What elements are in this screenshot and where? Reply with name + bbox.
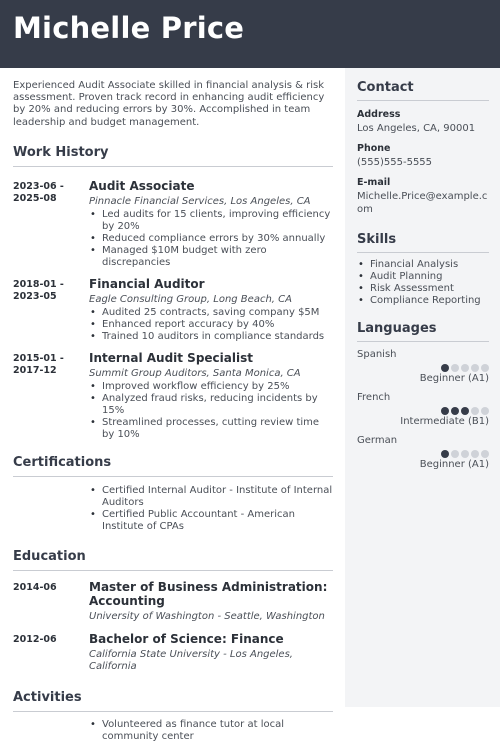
email-value: Michelle.Price@example.com — [357, 191, 488, 215]
job-bullet: • Analyzed fraud risks, reducing incidents by 15% — [89, 393, 333, 417]
job-bullet: • Reduced compliance errors by 30% annually — [89, 233, 333, 245]
job-entry — [13, 351, 333, 441]
language-item — [357, 349, 489, 384]
rating-dot-filled — [441, 450, 449, 458]
email-label: E-mail — [357, 177, 391, 188]
rating-dot-filled — [461, 407, 469, 415]
job-title: Internal Audit Specialist — [89, 350, 253, 365]
school-name: California State University - Los Angeles, California — [89, 648, 293, 672]
language-rating — [357, 364, 489, 372]
rating-dot-empty — [481, 364, 489, 372]
address-value: Los Angeles, CA, 90001 — [357, 123, 476, 134]
job-entry — [13, 179, 333, 269]
activities-title: Activities — [13, 690, 333, 712]
languages-section — [357, 321, 489, 470]
phone-value: (555)555-5555 — [357, 157, 433, 168]
main-column — [13, 80, 333, 743]
rating-dot-empty — [451, 364, 459, 372]
language-level: Beginner (A1) — [419, 459, 489, 470]
job-bullet: • Streamlined processes, cutting review time by 10% — [89, 417, 333, 441]
school-name: University of Washington - Seattle, Washington — [89, 610, 325, 622]
certifications-title: Certifications — [13, 455, 333, 477]
certifications-section — [13, 455, 333, 533]
rating-dot-empty — [481, 450, 489, 458]
languages-title: Languages — [357, 321, 489, 342]
job-title: Financial Auditor — [89, 276, 205, 291]
activity-item: • Volunteered as finance tutor at local community center — [89, 719, 333, 743]
rating-dot-empty — [461, 450, 469, 458]
education-entry — [13, 632, 333, 673]
rating-dot-empty — [471, 450, 479, 458]
rating-dot-filled — [441, 407, 449, 415]
skill-item: • Financial Analysis — [357, 259, 489, 271]
contact-section — [357, 80, 489, 216]
job-bullet: • Trained 10 auditors in compliance standards — [89, 331, 333, 343]
rating-dot-empty — [451, 450, 459, 458]
rating-dot-empty — [471, 407, 479, 415]
degree-title: Bachelor of Science: Finance — [89, 631, 284, 646]
skill-item: • Risk Assessment — [357, 283, 489, 295]
job-dates: 2018-01 - 2023-05 — [13, 278, 64, 302]
language-level: Intermediate (B1) — [400, 416, 489, 427]
job-dates: 2023-06 - 2025-08 — [13, 180, 64, 204]
phone-label: Phone — [357, 143, 391, 154]
address-label: Address — [357, 109, 401, 120]
language-level: Beginner (A1) — [419, 373, 489, 384]
rating-dot-filled — [441, 364, 449, 372]
education-section — [13, 549, 333, 673]
job-bullet: • Led audits for 15 clients, improving efficiency by 20% — [89, 209, 333, 233]
work-history-title: Work History — [13, 145, 333, 167]
job-company: Pinnacle Financial Services, Los Angeles, CA — [89, 195, 311, 207]
language-item — [357, 435, 489, 470]
education-entry — [13, 580, 333, 623]
certification-item: • Certified Public Accountant - American Institute of CPAs — [89, 509, 333, 533]
job-title: Audit Associate — [89, 178, 195, 193]
header-band — [0, 0, 500, 68]
job-bullet: • Improved workflow efficiency by 25% — [89, 381, 333, 393]
job-bullet: • Audited 25 contracts, saving company $5M — [89, 307, 333, 319]
sidebar-content — [357, 80, 489, 470]
activities-section — [13, 690, 333, 743]
language-name: French — [357, 392, 391, 403]
degree-title: Master of Business Administration: Accounting — [89, 579, 328, 608]
education-date: 2014-06 — [13, 581, 57, 593]
skill-item: • Audit Planning — [357, 271, 489, 283]
candidate-name: Michelle Price — [13, 11, 245, 45]
skill-item: • Compliance Reporting — [357, 295, 489, 307]
language-item — [357, 392, 489, 427]
language-name: Spanish — [357, 349, 397, 360]
rating-dot-empty — [471, 364, 479, 372]
language-rating — [357, 450, 489, 458]
language-name: German — [357, 435, 398, 446]
skills-title: Skills — [357, 232, 489, 253]
job-company: Eagle Consulting Group, Long Beach, CA — [89, 293, 292, 305]
professional-summary: Experienced Audit Associate skilled in financial analysis & risk assessment. Proven track record in enhancing audit efficiency by 20% and reducing errors by 30%. Accomplished in team leadership and budget management. — [13, 80, 325, 128]
rating-dot-empty — [481, 407, 489, 415]
rating-dot-empty — [461, 364, 469, 372]
education-date: 2012-06 — [13, 633, 57, 645]
language-rating — [357, 407, 489, 415]
job-dates: 2015-01 - 2017-12 — [13, 352, 64, 376]
job-bullet: • Managed $10M budget with zero discrepancies — [89, 245, 333, 269]
education-title: Education — [13, 549, 333, 571]
skills-section — [357, 232, 489, 307]
job-bullet: • Enhanced report accuracy by 40% — [89, 319, 333, 331]
contact-title: Contact — [357, 80, 489, 101]
job-entry — [13, 277, 333, 343]
certification-item: • Certified Internal Auditor - Institute of Internal Auditors — [89, 485, 333, 509]
work-history-section — [13, 145, 333, 441]
language-list — [357, 349, 489, 470]
rating-dot-filled — [451, 407, 459, 415]
job-company: Summit Group Auditors, Santa Monica, CA — [89, 367, 301, 379]
